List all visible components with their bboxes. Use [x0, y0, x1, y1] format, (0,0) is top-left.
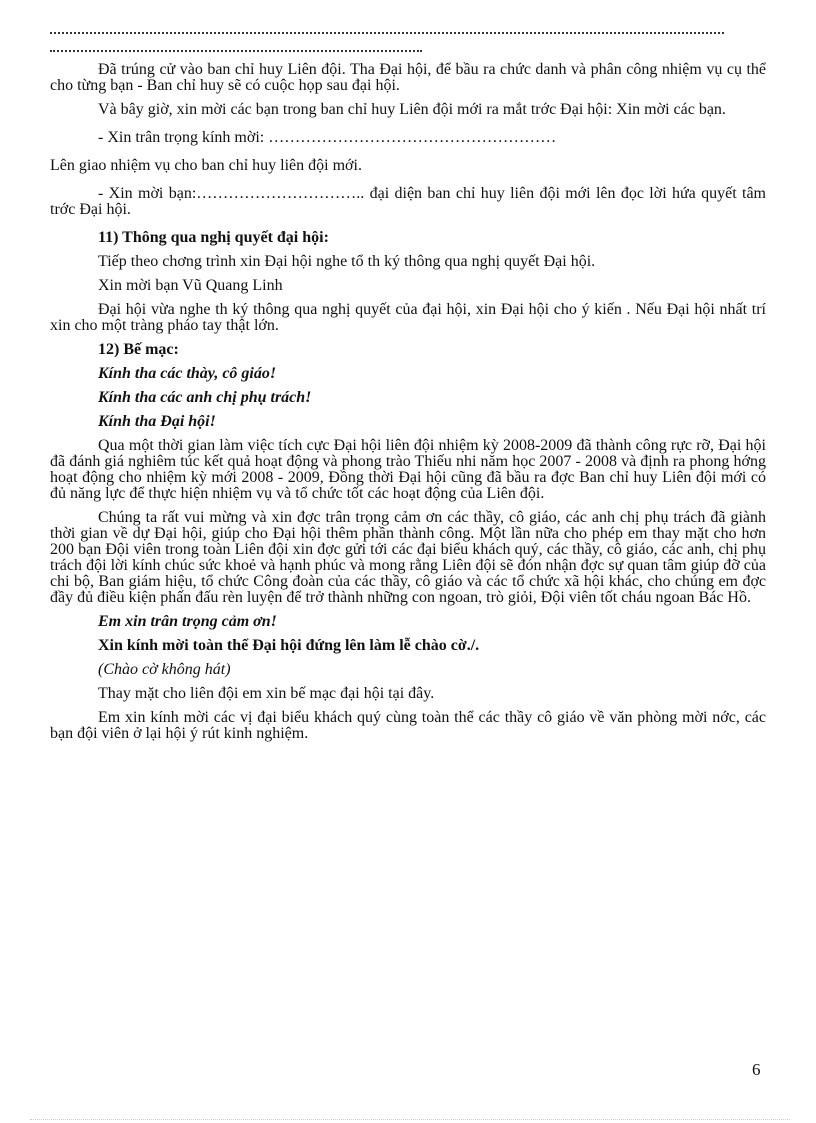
section-heading-12: 12) Bế mạc:	[98, 341, 179, 358]
paragraph: Và bây giờ, xin mời các bạn trong ban chỉ huy Liên đội mới ra mắt trớc Đại hội: Xin mời các bạn.	[98, 101, 726, 118]
paragraph: Lên giao nhiệm vụ cho ban chỉ huy liên đội mới.	[50, 157, 362, 174]
footer-rule	[30, 1118, 790, 1120]
greeting-line: Kính tha các anh chị phụ trách!	[98, 389, 312, 406]
paragraph: Thay mặt cho liên đội em xin bế mạc đại hội tại đây.	[98, 685, 435, 702]
thanks-line: Em xin trân trọng cảm ơn!	[98, 613, 277, 630]
paragraph: Qua một thời gian làm việc tích cực Đại hội liên đội nhiệm kỳ 2008-2009 đã thành công rực rỡ, Đại hội đã đánh giá nghiêm túc kết quả hoạt động và phong trào Thiếu nhi năm học 2007 - 2008 và định ra phong hớng hoạt động cho nhiệm kỳ mới 2008 - 2009, Đồng thời Đại hội cũng đã bầu ra đợc Ban chỉ huy Liên đội mới có đủ năng lực để thực hiện nhiệm vụ và tổ chức tốt các hoạt động của Liên đội.	[50, 437, 766, 502]
paragraph: Tiếp theo chơng trình xin Đại hội nghe tổ th ký thông qua nghị quyết Đại hội.	[98, 253, 596, 270]
paragraph: Chúng ta rất vui mừng và xin đợc trân trọng cảm ơn các thầy, cô giáo, các anh chị phụ trách đã giành thời gian về dự Đại hội, giúp cho Đại hội thêm phần thành công. Một lần nữa cho phép em thay mặt cho hơn 200 bạn Đội viên trong toàn Liên đội xin đợc gửi tới các đại biểu khách quý, các thầy, cô giáo, các anh, chị phụ trách đội lời kính chúc sức khoẻ và hạnh phúc và mong rằng Liên đội sẽ đón nhận đợc sự quan tâm giúp đỡ của chi bộ, Ban giám hiệu, tổ chức Công đoàn của các thầy, cô giáo và các tổ chức xã hội khác, cho chúng em đợc đầy đủ điều kiện phấn đấu rèn luyện để trở thành những con ngoan, trò giỏi, Đội viên tốt cháu ngoan Bác Hồ.	[50, 509, 766, 606]
paragraph: Đại hội vừa nghe th ký thông qua nghị quyết của đại hội, xin Đại hội cho ý kiến . Nếu Đại hội nhất trí xin cho một tràng pháo tay thật lớn.	[50, 301, 766, 334]
document-body	[50, 62, 766, 750]
greeting-line: Kính tha Đại hội!	[98, 413, 216, 430]
invite-line: Xin kính mời toàn thể Đại hội đứng lên làm lễ chào cờ./.	[98, 637, 480, 654]
paragraph: - Xin mời bạn:………………………….. đại diện ban chỉ huy liên đội mới lên đọc lời hứa quyết tâm trớc Đại hội.	[50, 185, 766, 218]
paragraph: Em xin kính mời các vị đại biểu khách quý cùng toàn thể các thầy cô giáo về văn phòng mời nớc, các bạn đội viên ở lại hội ý rút kinh nghiệm.	[50, 709, 766, 742]
greeting-line: Kính tha các thày, cô giáo!	[98, 365, 277, 382]
dotted-rule-1	[50, 30, 724, 34]
paragraph: Xin mời bạn Vũ Quang Linh	[98, 277, 283, 294]
note-line: (Chào cờ không hát)	[98, 661, 231, 678]
page-number: 6	[752, 1060, 761, 1079]
section-heading-11: 11) Thông qua nghị quyết đại hội:	[98, 229, 329, 246]
paragraph: Đã trúng cử vào ban chỉ huy Liên đội. Tha Đại hội, để bầu ra chức danh và phân công nhiệm vụ cụ thể cho từng bạn - Ban chỉ huy sẽ có cuộc họp sau đại hội.	[50, 61, 766, 94]
paragraph: - Xin trân trọng kính mời: ………………………………………………	[98, 129, 557, 146]
dotted-rule-2	[50, 48, 422, 52]
